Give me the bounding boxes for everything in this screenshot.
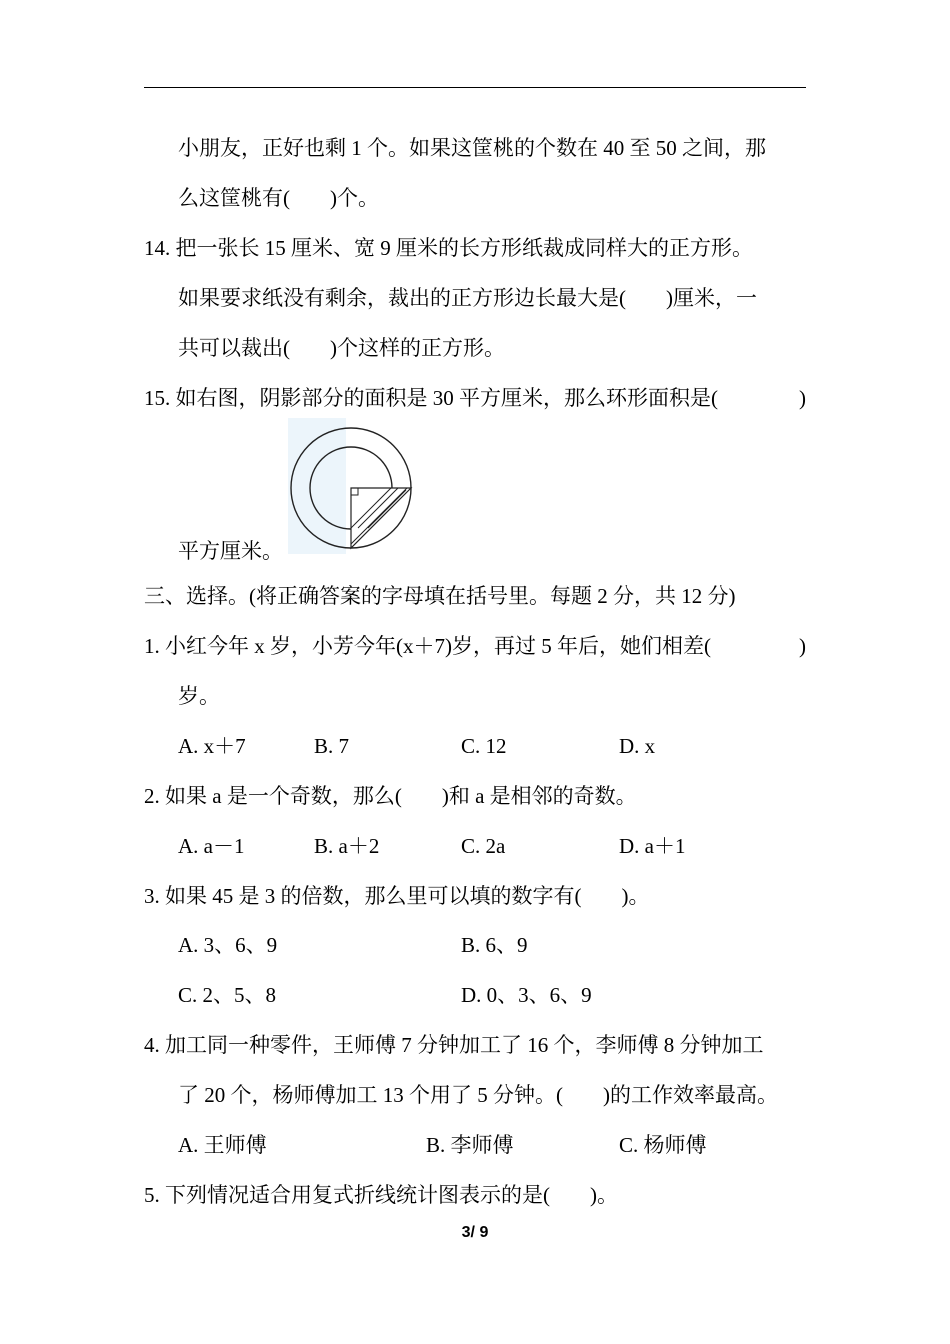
q14-line1: 14. 把一张长 15 厘米、宽 9 厘米的长方形纸裁成同样大的正方形。 (144, 236, 753, 260)
q14-line2: 如果要求纸没有剩余，裁出的正方形边长最大是( )厘米，一 (178, 286, 757, 310)
c2-option-d[interactable]: D. a＋1 (619, 834, 686, 858)
c3-option-d[interactable]: D. 0、3、6、9 (461, 983, 592, 1007)
c1-option-d[interactable]: D. x (619, 734, 656, 758)
c3-option-b[interactable]: B. 6、9 (461, 933, 528, 957)
c1-option-a[interactable]: A. x＋7 (178, 734, 246, 758)
c4-line2: 了 20 个，杨师傅加工 13 个用了 5 分钟。( )的工作效率最高。 (178, 1083, 778, 1107)
c4-option-b[interactable]: B. 李师傅 (426, 1133, 514, 1157)
c2-option-b[interactable]: B. a＋2 (314, 834, 380, 858)
c1-option-c[interactable]: C. 12 (461, 734, 507, 758)
c3-line1: 3. 如果 45 是 3 的倍数，那么里可以填的数字有( )。 (144, 884, 650, 908)
c2-option-c[interactable]: C. 2a (461, 834, 506, 858)
c1-option-b[interactable]: B. 7 (314, 734, 350, 758)
c1-line2: 岁。 (178, 684, 220, 708)
header-rule (144, 87, 806, 88)
c4-line1: 4. 加工同一种零件，王师傅 7 分钟加工了 16 个，李师傅 8 分钟加工 (144, 1033, 764, 1057)
q13-line1: 小朋友，正好也剩 1 个。如果这筐桃的个数在 40 至 50 之间，那 (178, 136, 766, 160)
c4-option-a[interactable]: A. 王师傅 (178, 1133, 267, 1157)
c2-option-a[interactable]: A. a－1 (178, 834, 245, 858)
c3-option-a[interactable]: A. 3、6、9 (178, 933, 278, 957)
c2-line1: 2. 如果 a 是一个奇数，那么( )和 a 是相邻的奇数。 (144, 784, 637, 808)
section3-title: 三、选择。(将正确答案的字母填在括号里。每题 2 分，共 12 分) (144, 584, 736, 608)
c3-option-c[interactable]: C. 2、5、8 (178, 983, 277, 1007)
c4-option-c[interactable]: C. 杨师傅 (619, 1133, 707, 1157)
q15-line1: 15. 如右图，阴影部分的面积是 30 平方厘米，那么环形面积是( ) (144, 386, 806, 410)
c5-line1: 5. 下列情况适合用复式折线统计图表示的是( )。 (144, 1183, 618, 1207)
q14-line3: 共可以裁出( )个这样的正方形。 (178, 336, 505, 360)
c1-line1: 1. 小红今年 x 岁，小芳今年(x＋7)岁，再过 5 年后，她们相差( ) (144, 634, 806, 658)
q15-line2: 平方厘米。 (178, 539, 283, 563)
page-number: 3/ 9 (461, 1224, 489, 1241)
triangle (351, 488, 411, 548)
q13-line2: 么这筐桃有( )个。 (178, 186, 379, 210)
ring-figure (288, 418, 418, 554)
